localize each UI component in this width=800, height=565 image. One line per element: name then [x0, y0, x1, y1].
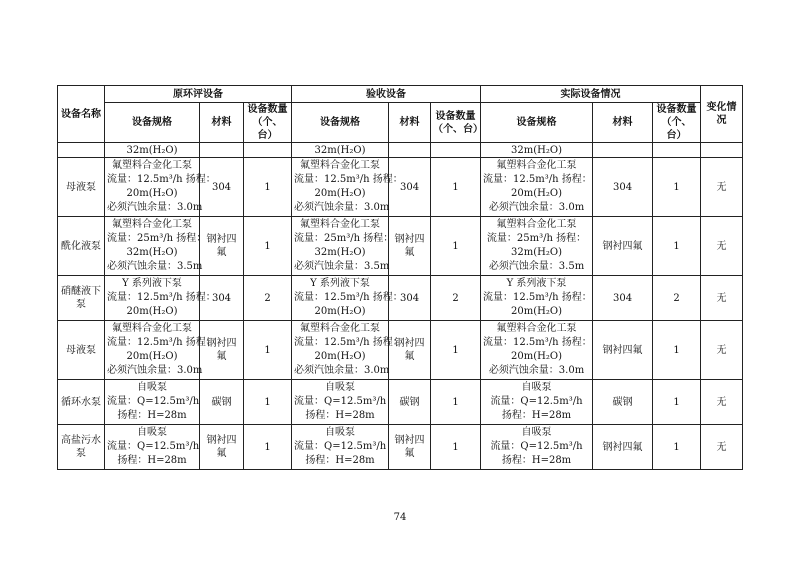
- material-cell: 碳钢: [200, 380, 244, 425]
- quantity-cell: 1: [653, 321, 701, 380]
- quantity-cell: 1: [431, 217, 481, 276]
- equipment-name: 硝醚液下泵: [58, 276, 105, 321]
- spec-line: 流量：12.5m³/h 扬程：: [107, 292, 216, 303]
- equipment-name: 高盐污水泵: [58, 425, 105, 470]
- change-cell: 无: [701, 276, 743, 321]
- spec-line: 流量：12.5m³/h 扬程：: [483, 337, 592, 348]
- spec-line: 流量：12.5m³/h 扬程：: [483, 292, 592, 303]
- material-cell: 304: [200, 276, 244, 321]
- spec-line: 32m(H₂O): [511, 247, 562, 258]
- spec-line: 流量：25m³/h 扬程：: [107, 233, 207, 244]
- change-cell: 无: [701, 217, 743, 276]
- material-cell: 304: [593, 158, 653, 217]
- header-qty: 设备数量（个、台）: [653, 103, 701, 143]
- spec-line: 扬程：H=28m: [305, 455, 375, 466]
- empty-cell: [431, 143, 481, 158]
- spec-line: 20m(H₂O): [314, 188, 366, 199]
- spec-cell: 32m(H₂O): [481, 143, 593, 158]
- spec-line: 自吸泵: [137, 427, 167, 438]
- spec-line: 流量：12.5m³/h 扬程：: [294, 337, 403, 348]
- spec-line: 必须汽蚀余量：3.0m: [488, 365, 585, 376]
- table-row: [58, 158, 743, 217]
- material-cell: 钢衬四氟: [200, 321, 244, 380]
- quantity-cell: 1: [431, 425, 481, 470]
- change-cell: 无: [701, 380, 743, 425]
- table-header: [58, 86, 743, 143]
- material-cell: 304: [389, 276, 431, 321]
- header-spec: 设备规格: [481, 103, 593, 143]
- table-row: [58, 425, 743, 470]
- quantity-cell: 1: [431, 321, 481, 380]
- spec-line: 自吸泵: [325, 427, 356, 438]
- spec-line: 20m(H₂O): [126, 306, 178, 317]
- material-cell: 钢衬四氟: [593, 321, 653, 380]
- spec-cell: [481, 158, 593, 217]
- spec-line: 扬程：H=28m: [305, 410, 375, 421]
- spec-line: 氟塑料合金化工泵: [112, 323, 192, 334]
- spec-line: 必须汽蚀余量：3.0m: [488, 202, 585, 213]
- material-cell: 钢衬四氟: [389, 321, 431, 380]
- quantity-cell: 1: [431, 380, 481, 425]
- spec-line: 自吸泵: [137, 382, 167, 393]
- header-group-original: 原环评设备: [105, 86, 292, 103]
- spec-line: 20m(H₂O): [511, 306, 562, 317]
- material-cell: 304: [200, 158, 244, 217]
- empty-cell: [653, 143, 701, 158]
- equipment-name: 循环水泵: [58, 380, 105, 425]
- empty-cell: [701, 143, 743, 158]
- equipment-name: 母液泵: [58, 321, 105, 380]
- spec-cell: [481, 217, 593, 276]
- material-cell: 碳钢: [593, 380, 653, 425]
- spec-line: 流量：Q=12.5m³/h: [107, 441, 200, 452]
- material-cell: 钢衬四氟: [389, 217, 431, 276]
- table-row: [58, 276, 743, 321]
- empty-cell: [58, 143, 105, 158]
- spec-cell: [105, 158, 216, 217]
- spec-line: Y 系列液下泵: [310, 278, 370, 289]
- spec-line: 流量：12.5m³/h 扬程：: [107, 174, 216, 185]
- spec-line: 流量：Q=12.5m³/h: [294, 396, 387, 407]
- quantity-cell: 1: [244, 380, 292, 425]
- spec-line: 20m(H₂O): [511, 351, 562, 362]
- continuation-row: [58, 143, 743, 158]
- spec-line: 自吸泵: [521, 427, 552, 438]
- spec-cell: 32m(H₂O): [292, 143, 389, 158]
- spec-line: Y 系列液下泵: [506, 278, 567, 289]
- spec-cell: [105, 380, 200, 425]
- spec-line: 扬程：H=28m: [501, 455, 572, 466]
- spec-line: 20m(H₂O): [126, 188, 178, 199]
- header-spec: 设备规格: [292, 103, 389, 143]
- spec-line: 必须汽蚀余量：3.5m: [488, 261, 585, 272]
- header-spec: 设备规格: [105, 103, 200, 143]
- header-qty: 设备数量（个、台）: [244, 103, 292, 143]
- material-cell: 碳钢: [389, 380, 431, 425]
- spec-line: 流量：12.5m³/h 扬程：: [107, 337, 216, 348]
- spec-cell: [292, 425, 389, 470]
- material-cell: 304: [389, 158, 431, 217]
- spec-line: 流量：Q=12.5m³/h: [490, 441, 583, 452]
- change-cell: 无: [701, 158, 743, 217]
- spec-cell: [105, 217, 207, 276]
- spec-line: 扬程：H=28m: [117, 455, 187, 466]
- spec-line: 必须汽蚀余量：3.0m: [107, 365, 203, 376]
- equipment-table: [57, 85, 743, 470]
- spec-line: 自吸泵: [325, 382, 356, 393]
- spec-line: 20m(H₂O): [126, 351, 178, 362]
- empty-cell: [244, 143, 292, 158]
- equipment-name: 母液泵: [58, 158, 105, 217]
- spec-cell: [481, 276, 593, 321]
- spec-line: 氟塑料合金化工泵: [496, 323, 577, 334]
- spec-cell: [481, 380, 593, 425]
- spec-line: 流量：Q=12.5m³/h: [107, 396, 200, 407]
- spec-line: 必须汽蚀余量：3.0m: [107, 202, 203, 213]
- spec-line: 氟塑料合金化工泵: [496, 219, 577, 230]
- quantity-cell: 1: [431, 158, 481, 217]
- material-cell: 钢衬四氟: [593, 217, 653, 276]
- spec-line: 流量：Q=12.5m³/h: [294, 441, 387, 452]
- quantity-cell: 1: [653, 425, 701, 470]
- table-row: [58, 380, 743, 425]
- quantity-cell: 1: [244, 321, 292, 380]
- quantity-cell: 2: [653, 276, 701, 321]
- spec-cell: [481, 321, 593, 380]
- spec-line: 必须汽蚀余量：3.0m: [294, 202, 390, 213]
- quantity-cell: 1: [244, 425, 292, 470]
- page-number: 74: [393, 512, 407, 523]
- spec-line: 扬程：H=28m: [501, 410, 572, 421]
- quantity-cell: 1: [244, 158, 292, 217]
- spec-cell: [481, 425, 593, 470]
- spec-line: 20m(H₂O): [314, 351, 366, 362]
- spec-line: 流量：12.5m³/h 扬程：: [294, 292, 403, 303]
- spec-line: 流量：25m³/h 扬程：: [294, 233, 394, 244]
- spec-line: 氟塑料合金化工泵: [496, 160, 577, 171]
- spec-line: 32m(H₂O): [314, 247, 366, 258]
- spec-line: 32m(H₂O): [126, 247, 178, 258]
- spec-cell: [292, 321, 403, 380]
- spec-line: 20m(H₂O): [314, 306, 366, 317]
- spec-line: 必须汽蚀余量：3.5m: [107, 261, 203, 272]
- spec-line: 氟塑料合金化工泵: [300, 219, 381, 230]
- spec-line: 扬程：H=28m: [117, 410, 187, 421]
- spec-line: 流量：12.5m³/h 扬程：: [294, 174, 403, 185]
- quantity-cell: 2: [244, 276, 292, 321]
- spec-cell: [292, 217, 394, 276]
- spec-cell: [105, 276, 216, 321]
- header-change: 变化情况: [701, 86, 743, 143]
- quantity-cell: 1: [653, 158, 701, 217]
- spec-line: 流量：Q=12.5m³/h: [490, 396, 583, 407]
- header-material: 材料: [389, 103, 431, 143]
- table-body: [58, 143, 743, 470]
- spec-line: 流量：25m³/h 扬程：: [486, 233, 587, 244]
- spec-line: 必须汽蚀余量：3.5m: [294, 261, 390, 272]
- change-cell: 无: [701, 321, 743, 380]
- change-cell: 无: [701, 425, 743, 470]
- material-cell: 304: [593, 276, 653, 321]
- spec-line: 氟塑料合金化工泵: [300, 323, 381, 334]
- header-qty: 设备数量（个、台）: [431, 103, 481, 143]
- header-group-acceptance: 验收设备: [292, 86, 481, 103]
- header-material: 材料: [593, 103, 653, 143]
- spec-line: 氟塑料合金化工泵: [112, 219, 192, 230]
- quantity-cell: 1: [653, 380, 701, 425]
- material-cell: 钢衬四氟: [200, 217, 244, 276]
- spec-cell: [105, 425, 200, 470]
- quantity-cell: 1: [244, 217, 292, 276]
- quantity-cell: 1: [653, 217, 701, 276]
- spec-line: 氟塑料合金化工泵: [300, 160, 381, 171]
- spec-cell: 32m(H₂O): [105, 143, 200, 158]
- spec-line: 必须汽蚀余量：3.0m: [294, 365, 390, 376]
- material-cell: 钢衬四氟: [200, 425, 244, 470]
- material-cell: 钢衬四氟: [389, 425, 431, 470]
- spec-cell: [292, 380, 389, 425]
- spec-line: Y 系列液下泵: [122, 278, 182, 289]
- quantity-cell: 2: [431, 276, 481, 321]
- material-cell: 钢衬四氟: [593, 425, 653, 470]
- header-group-actual: 实际设备情况: [481, 86, 701, 103]
- empty-cell: [200, 143, 244, 158]
- table-row: [58, 321, 743, 380]
- spec-cell: [105, 321, 216, 380]
- table-row: [58, 217, 743, 276]
- spec-cell: [292, 276, 403, 321]
- spec-line: 20m(H₂O): [511, 188, 562, 199]
- spec-line: 流量：12.5m³/h 扬程：: [483, 174, 592, 185]
- spec-cell: [292, 158, 403, 217]
- header-material: 材料: [200, 103, 244, 143]
- equipment-name: 酰化液泵: [58, 217, 105, 276]
- empty-cell: [389, 143, 431, 158]
- spec-line: 氟塑料合金化工泵: [112, 160, 192, 171]
- spec-line: 自吸泵: [521, 382, 552, 393]
- header-equipment-name: 设备名称: [58, 86, 105, 143]
- empty-cell: [593, 143, 653, 158]
